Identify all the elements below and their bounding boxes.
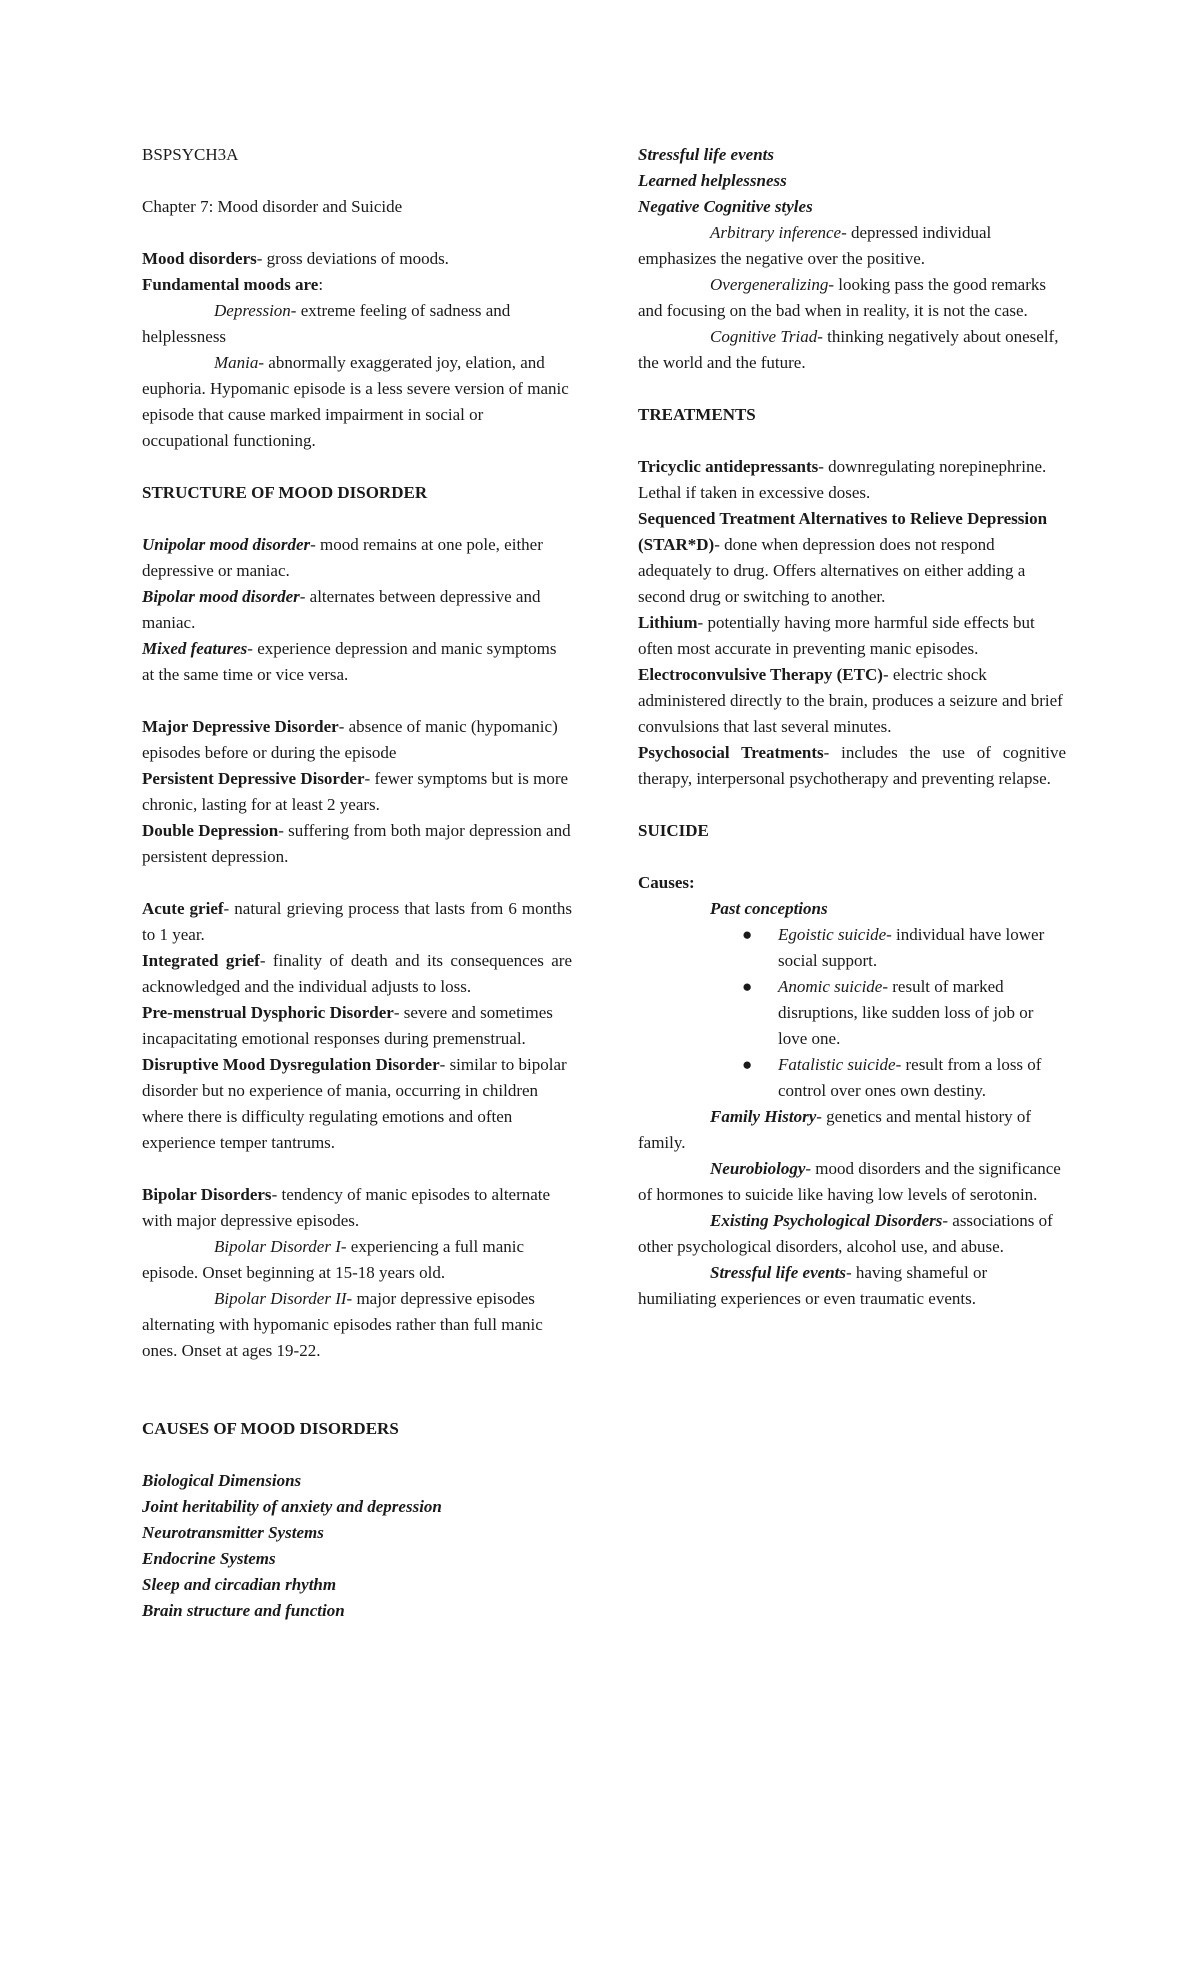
past-conceptions-label: Past conceptions	[710, 899, 828, 918]
definition: abnormally exaggerated joy, elation, and euphoria. Hypomanic episode is a less severe version of manic episode that cause marked impairment in social or occupational functioning.	[142, 353, 569, 450]
term: Bipolar Disorder I-	[214, 1237, 347, 1256]
treatments-heading: TREATMENTS	[638, 405, 756, 424]
bullet-icon: ●	[742, 977, 753, 996]
term: Fatalistic suicide-	[778, 1055, 902, 1074]
arbitrary-inference-definition	[638, 220, 1066, 272]
list-item	[742, 922, 1066, 974]
term: Overgeneralizing-	[710, 275, 835, 294]
past-conceptions-list	[638, 922, 1066, 1104]
term: Sequenced Treatment Alternatives to Relieve Depression (STAR*D)	[638, 509, 1048, 554]
definition: - downregulating norepinephrine. Lethal if taken in excessive doses.	[638, 457, 1047, 502]
family-history-definition	[638, 1104, 1066, 1156]
acute-grief-definition	[142, 896, 572, 948]
mdd-definition	[142, 714, 572, 766]
term: Persistent Depressive Disorder	[142, 769, 365, 788]
definition: - similar to bipolar disorder but no experience of mania, occurring in children where there is difficulty regulating emotions and often experience temper tantrums.	[142, 1055, 567, 1152]
term: Existing Psychological Disorders	[710, 1211, 943, 1230]
list-item	[742, 974, 1066, 1052]
term: Anomic suicide-	[778, 977, 888, 996]
term: Bipolar Disorder II-	[214, 1289, 353, 1308]
definition: - done when depression does not respond adequately to drug. Offers alternatives on either adding a second drug or switching to another.	[638, 535, 1026, 606]
bipolar-mood-definition	[142, 584, 572, 636]
cause-item: Negative Cognitive styles	[638, 197, 813, 216]
bipolar-disorders-definition	[142, 1182, 572, 1234]
definition: - includes the use of cognitive therapy, interpersonal psychotherapy and preventing relapse.	[638, 743, 1066, 788]
causes-heading: CAUSES OF MOOD DISORDERS	[142, 1419, 399, 1438]
cognitive-triad-definition	[638, 324, 1066, 376]
term: Double Depression	[142, 821, 279, 840]
definition: - having shameful or humiliating experiences or even traumatic events.	[638, 1263, 988, 1308]
cause-item: Endocrine Systems	[142, 1549, 276, 1568]
term: Depression-	[214, 301, 297, 320]
tca-definition	[638, 454, 1066, 506]
term: Acute grief	[142, 899, 224, 918]
definition: - mood remains at one pole, either depressive or maniac.	[142, 535, 543, 580]
bipolar-1-definition	[142, 1234, 572, 1286]
definition: thinking negatively about oneself, the world and the future.	[638, 327, 1059, 372]
definition: looking pass the good remarks and focusing on the bad when in reality, it is not the case.	[638, 275, 1047, 320]
definition: - absence of manic (hypomanic) episodes before or during the episode	[142, 717, 558, 762]
list-item	[742, 1052, 1066, 1104]
existing-disorders-definition	[638, 1208, 1066, 1260]
structure-heading: STRUCTURE OF MOOD DISORDER	[142, 483, 428, 502]
term: Disruptive Mood Dysregulation Disorder	[142, 1055, 440, 1074]
definition: - fewer symptoms but is more chronic, lasting for at least 2 years.	[142, 769, 569, 814]
bipolar-2-definition	[142, 1286, 572, 1364]
term: Stressful life events	[710, 1263, 846, 1282]
definition: - alternates between depressive and maniac.	[142, 587, 541, 632]
definition: - finality of death and its consequences are acknowledged and the individual adjusts to loss.	[142, 951, 572, 996]
term: Arbitrary inference-	[710, 223, 847, 242]
fundamental-moods-label	[142, 272, 572, 298]
double-depression-definition	[142, 818, 572, 870]
term: Fundamental moods are	[142, 275, 319, 294]
term: Bipolar Disorders	[142, 1185, 272, 1204]
term: Bipolar mood disorder	[142, 587, 300, 606]
lithium-definition	[638, 610, 1066, 662]
term: Egoistic suicide-	[778, 925, 892, 944]
cause-item: Stressful life events	[638, 145, 774, 164]
cause-item: Brain structure and function	[142, 1601, 345, 1620]
definition: - mood disorders and the significance of hormones to suicide like having low levels of serotonin.	[638, 1159, 1061, 1204]
cause-item: Learned helplessness	[638, 171, 787, 190]
term: Lithium	[638, 613, 698, 632]
ect-definition	[638, 662, 1066, 740]
term: Mood disorders	[142, 249, 257, 268]
definition: - potentially having more harmful side effects but often most accurate in preventing manic episodes.	[638, 613, 1035, 658]
stressful-events-definition	[638, 1260, 1066, 1312]
definition: extreme feeling of sadness and helplessness	[142, 301, 511, 346]
right-column	[638, 142, 1066, 1312]
colon: :	[318, 275, 324, 294]
bullet-icon: ●	[742, 1055, 753, 1074]
term: Neurobiology	[710, 1159, 806, 1178]
pdd-definition	[142, 766, 572, 818]
definition: - suffering from both major depression and persistent depression.	[142, 821, 571, 866]
term: Mixed features	[142, 639, 248, 658]
term: Integrated grief	[142, 951, 260, 970]
definition: depressed individual emphasizes the negative over the positive.	[638, 223, 992, 268]
mania-definition	[142, 350, 572, 454]
mixed-features-definition	[142, 636, 572, 688]
integrated-grief-definition	[142, 948, 572, 1000]
chapter-title: Chapter 7: Mood disorder and Suicide	[142, 197, 403, 216]
cause-item: Biological Dimensions	[142, 1471, 302, 1490]
definition: result of marked disruptions, like sudden loss of job or love one.	[778, 977, 1034, 1048]
dmdd-definition	[142, 1052, 572, 1156]
cause-item: Joint heritability of anxiety and depression	[142, 1497, 442, 1516]
pmdd-definition	[142, 1000, 572, 1052]
term: Family History	[710, 1107, 817, 1126]
definition: experiencing a full manic episode. Onset beginning at 15-18 years old.	[142, 1237, 525, 1282]
suicide-causes-label: Causes:	[638, 873, 695, 892]
psychosocial-definition	[638, 740, 1066, 792]
overgeneralizing-definition	[638, 272, 1066, 324]
unipolar-definition	[142, 532, 572, 584]
definition: - severe and sometimes incapacitating emotional responses during premenstrual.	[142, 1003, 553, 1048]
mood-disorders-definition	[142, 246, 572, 272]
definition: major depressive episodes alternating with hypomanic episodes rather than full manic ones. Onset at ages 19-22.	[142, 1289, 543, 1360]
definition: - tendency of manic episodes to alternate with major depressive episodes.	[142, 1185, 551, 1230]
definition: - natural grieving process that lasts from 6 months to 1 year.	[142, 899, 572, 944]
course-code: BSPSYCH3A	[142, 145, 239, 164]
term: Tricyclic antidepressants	[638, 457, 819, 476]
term: Major Depressive Disorder	[142, 717, 339, 736]
left-column	[142, 142, 572, 1624]
term: Pre-menstrual Dysphoric Disorder	[142, 1003, 394, 1022]
definition: individual have lower social support.	[778, 925, 1045, 970]
term: Mania-	[214, 353, 265, 372]
neurobiology-definition	[638, 1156, 1066, 1208]
term: Electroconvulsive Therapy (ETC)	[638, 665, 883, 684]
cause-item: Sleep and circadian rhythm	[142, 1575, 337, 1594]
suicide-heading: SUICIDE	[638, 821, 709, 840]
definition: - gross deviations of moods.	[256, 249, 449, 268]
bullet-icon: ●	[742, 925, 753, 944]
definition: - genetics and mental history of family.	[638, 1107, 1032, 1152]
definition: - experience depression and manic symptoms at the same time or vice versa.	[142, 639, 557, 684]
definition: result from a loss of control over ones own destiny.	[778, 1055, 1042, 1100]
depression-definition	[142, 298, 572, 350]
definition: - electric shock administered directly to the brain, produces a seizure and brief convulsions that last several minutes.	[638, 665, 1063, 736]
term: Psychosocial Treatments	[638, 743, 824, 762]
stard-definition	[638, 506, 1066, 610]
term: Unipolar mood disorder	[142, 535, 311, 554]
term: Cognitive Triad-	[710, 327, 823, 346]
definition: - associations of other psychological disorders, alcohol use, and abuse.	[638, 1211, 1053, 1256]
cause-item: Neurotransmitter Systems	[142, 1523, 324, 1542]
